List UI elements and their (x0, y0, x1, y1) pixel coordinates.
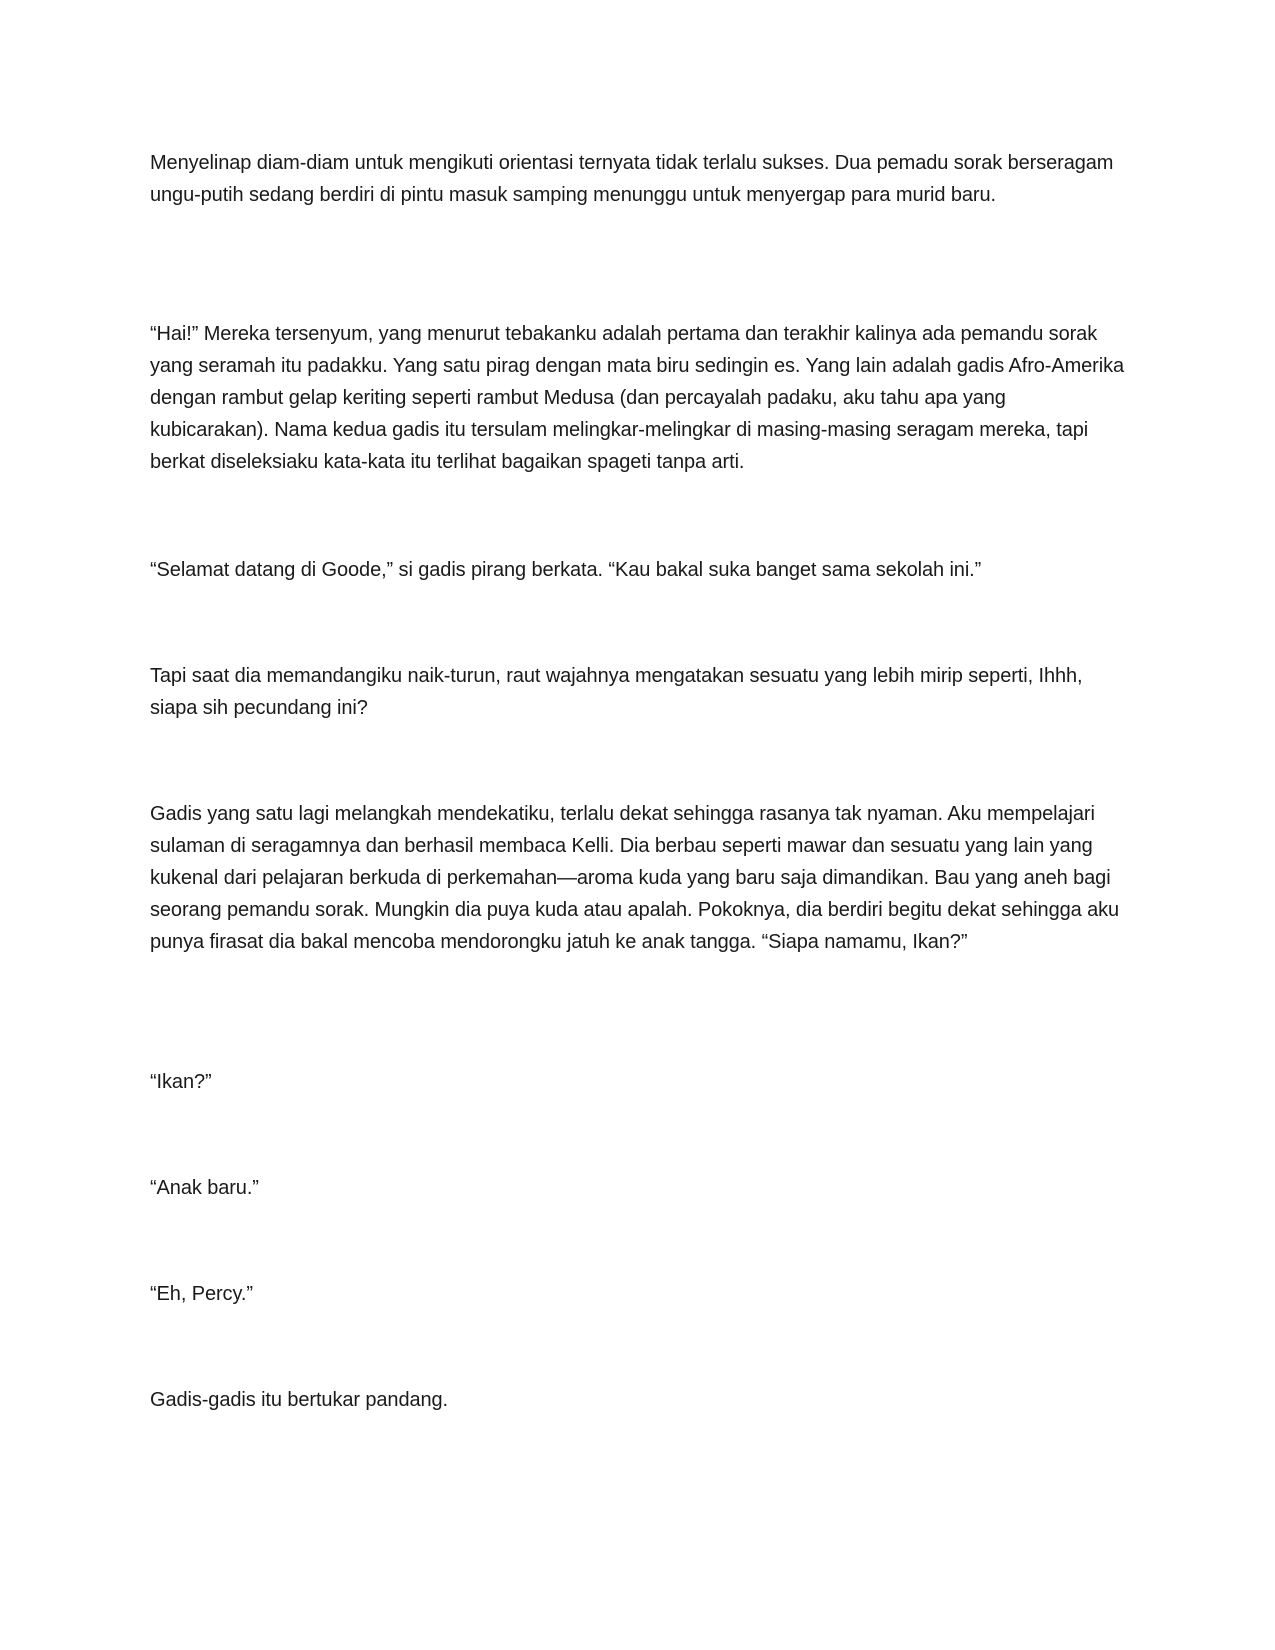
paragraph: “Anak baru.” (150, 1177, 259, 1199)
paragraph: “Eh, Percy.” (150, 1283, 253, 1305)
paragraph: Tapi saat dia memandangiku naik-turun, raut wajahnya mengatakan sesuatu yang lebih mirip seperti, Ihhh, siapa sih pecundang ini? (150, 665, 1083, 719)
paragraph: Menyelinap diam-diam untuk mengikuti orientasi ternyata tidak terlalu sukses. Dua pemadu sorak berseragam ungu-putih sedang berdiri di pintu masuk samping menunggu untuk menyergap para murid baru. (150, 152, 1114, 206)
paragraph: “Hai!” Mereka tersenyum, yang menurut tebakanku adalah pertama dan terakhir kalinya ada pemandu sorak yang seramah itu padakku. Yang satu pirag dengan mata biru sedingin es. Yang lain adalah gadis Afro-Amerika dengan rambut gelap keriting seperti rambut Medusa (dan percayalah padaku, aku tahu apa yang kubicarakan). Nama kedua gadis itu tersulam melingkar-melingkar di masing-masing seragam mereka, tapi berkat diseleksiaku kata-kata itu terlihat bagaikan spageti tanpa arti. (150, 323, 1125, 473)
paragraph: Gadis-gadis itu bertukar pandang. (150, 1389, 448, 1411)
paragraph: Gadis yang satu lagi melangkah mendekatiku, terlalu dekat sehingga rasanya tak nyaman. Aku mempelajari sulaman di seragamnya dan berhasil membaca Kelli. Dia berbau seperti mawar dan sesuatu yang lain yang kukenal dari pelajaran berkuda di perkemahan—aroma kuda yang baru saja dimandikan. Bau yang aneh bagi seorang pemandu sorak. Mungkin dia puya kuda atau apalah. Pokoknya, dia berdiri begitu dekat sehingga aku punya firasat dia bakal mencoba mendorongku jatuh ke anak tangga. “Siapa namamu, Ikan?” (150, 803, 1120, 953)
paragraph: “Selamat datang di Goode,” si gadis pirang berkata. “Kau bakal suka banget sama sekolah ini.” (150, 559, 982, 581)
paragraph: “Ikan?” (150, 1071, 212, 1093)
